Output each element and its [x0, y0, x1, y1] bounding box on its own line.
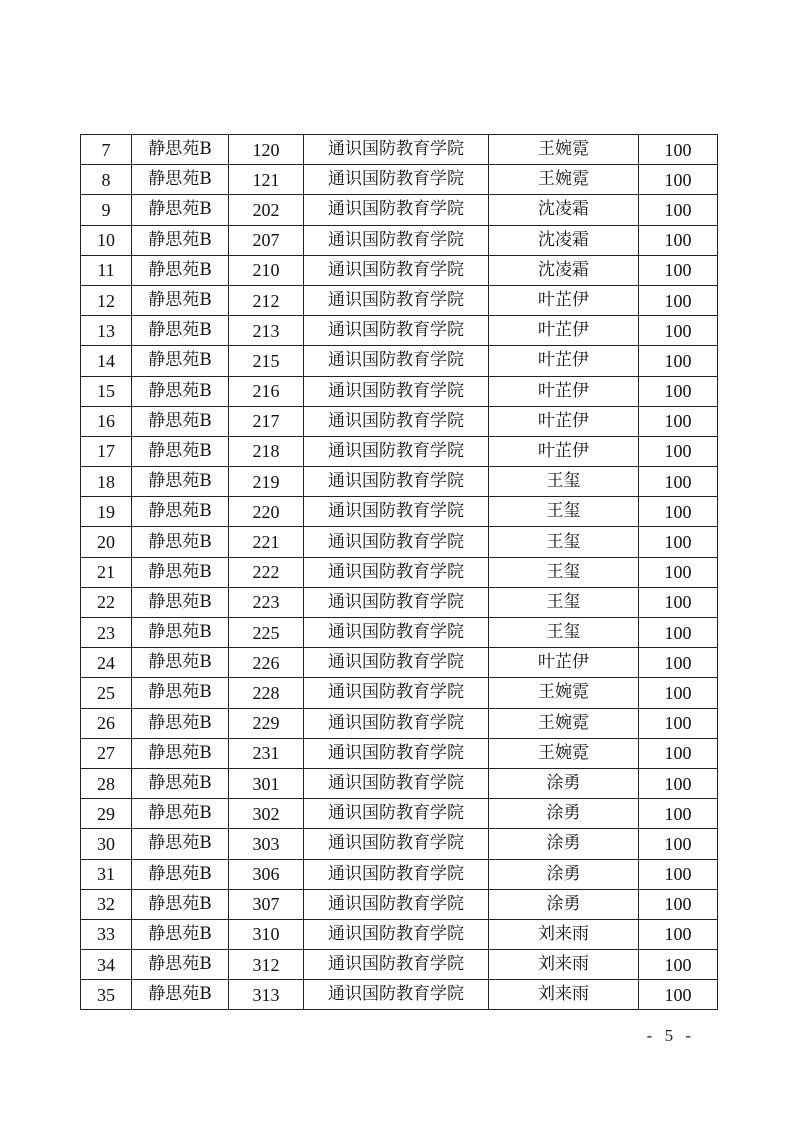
cell-building: 静思苑B — [132, 527, 229, 557]
cell-room: 231 — [229, 738, 304, 768]
table-row — [81, 980, 718, 1010]
table-row — [81, 738, 718, 768]
cell-index: 15 — [81, 376, 132, 406]
cell-index: 33 — [81, 919, 132, 949]
cell-college: 通识国防教育学院 — [304, 346, 489, 376]
cell-index: 26 — [81, 708, 132, 738]
cell-score: 100 — [639, 436, 718, 466]
table-row — [81, 497, 718, 527]
cell-room: 202 — [229, 195, 304, 225]
cell-index: 14 — [81, 346, 132, 376]
table-row — [81, 557, 718, 587]
cell-person: 涂勇 — [489, 829, 639, 859]
cell-room: 220 — [229, 497, 304, 527]
cell-college: 通识国防教育学院 — [304, 738, 489, 768]
cell-score: 100 — [639, 738, 718, 768]
cell-score: 100 — [639, 980, 718, 1010]
cell-college: 通识国防教育学院 — [304, 285, 489, 315]
cell-building: 静思苑B — [132, 678, 229, 708]
cell-score: 100 — [639, 587, 718, 617]
table-row — [81, 678, 718, 708]
cell-person: 王婉霓 — [489, 678, 639, 708]
cell-college: 通识国防教育学院 — [304, 919, 489, 949]
cell-person: 王婉霓 — [489, 738, 639, 768]
cell-score: 100 — [639, 678, 718, 708]
cell-college: 通识国防教育学院 — [304, 587, 489, 617]
cell-building: 静思苑B — [132, 950, 229, 980]
cell-person: 叶芷伊 — [489, 316, 639, 346]
table-row — [81, 889, 718, 919]
cell-index: 12 — [81, 285, 132, 315]
table-row — [81, 225, 718, 255]
cell-college: 通识国防教育学院 — [304, 316, 489, 346]
cell-index: 22 — [81, 587, 132, 617]
cell-college: 通识国防教育学院 — [304, 165, 489, 195]
cell-score: 100 — [639, 768, 718, 798]
cell-college: 通识国防教育学院 — [304, 497, 489, 527]
cell-room: 217 — [229, 406, 304, 436]
cell-score: 100 — [639, 467, 718, 497]
cell-person: 王婉霓 — [489, 165, 639, 195]
cell-building: 静思苑B — [132, 285, 229, 315]
cell-building: 静思苑B — [132, 919, 229, 949]
cell-person: 叶芷伊 — [489, 346, 639, 376]
cell-index: 13 — [81, 316, 132, 346]
cell-college: 通识国防教育学院 — [304, 859, 489, 889]
cell-room: 228 — [229, 678, 304, 708]
cell-person: 涂勇 — [489, 799, 639, 829]
cell-index: 23 — [81, 618, 132, 648]
cell-index: 16 — [81, 406, 132, 436]
cell-building: 静思苑B — [132, 135, 229, 165]
cell-building: 静思苑B — [132, 889, 229, 919]
cell-score: 100 — [639, 225, 718, 255]
cell-room: 216 — [229, 376, 304, 406]
table-row — [81, 950, 718, 980]
cell-person: 涂勇 — [489, 768, 639, 798]
cell-college: 通识国防教育学院 — [304, 799, 489, 829]
cell-score: 100 — [639, 285, 718, 315]
cell-score: 100 — [639, 376, 718, 406]
cell-building: 静思苑B — [132, 587, 229, 617]
cell-room: 121 — [229, 165, 304, 195]
cell-person: 王玺 — [489, 527, 639, 557]
cell-room: 302 — [229, 799, 304, 829]
cell-building: 静思苑B — [132, 165, 229, 195]
cell-college: 通识国防教育学院 — [304, 225, 489, 255]
table-row — [81, 285, 718, 315]
cell-building: 静思苑B — [132, 557, 229, 587]
cell-room: 221 — [229, 527, 304, 557]
cell-index: 11 — [81, 255, 132, 285]
table-row — [81, 618, 718, 648]
cell-college: 通识国防教育学院 — [304, 889, 489, 919]
table-row — [81, 587, 718, 617]
cell-building: 静思苑B — [132, 859, 229, 889]
cell-index: 28 — [81, 768, 132, 798]
cell-room: 218 — [229, 436, 304, 466]
cell-room: 212 — [229, 285, 304, 315]
cell-score: 100 — [639, 618, 718, 648]
cell-person: 王玺 — [489, 587, 639, 617]
cell-score: 100 — [639, 648, 718, 678]
cell-building: 静思苑B — [132, 225, 229, 255]
cell-score: 100 — [639, 195, 718, 225]
cell-score: 100 — [639, 829, 718, 859]
cell-building: 静思苑B — [132, 195, 229, 225]
cell-building: 静思苑B — [132, 316, 229, 346]
table-row — [81, 135, 718, 165]
cell-college: 通识国防教育学院 — [304, 708, 489, 738]
cell-index: 27 — [81, 738, 132, 768]
table-row — [81, 467, 718, 497]
table-row — [81, 316, 718, 346]
cell-index: 17 — [81, 436, 132, 466]
cell-college: 通识国防教育学院 — [304, 406, 489, 436]
cell-index: 8 — [81, 165, 132, 195]
table-row — [81, 768, 718, 798]
cell-index: 35 — [81, 980, 132, 1010]
cell-college: 通识国防教育学院 — [304, 618, 489, 648]
cell-index: 34 — [81, 950, 132, 980]
table-row — [81, 195, 718, 225]
table-row — [81, 436, 718, 466]
cell-room: 213 — [229, 316, 304, 346]
cell-person: 沈凌霜 — [489, 225, 639, 255]
cell-person: 刘来雨 — [489, 919, 639, 949]
cell-room: 229 — [229, 708, 304, 738]
cell-index: 30 — [81, 829, 132, 859]
cell-college: 通识国防教育学院 — [304, 829, 489, 859]
cell-building: 静思苑B — [132, 768, 229, 798]
page-number: - 5 - — [646, 1026, 695, 1045]
cell-college: 通识国防教育学院 — [304, 376, 489, 406]
cell-room: 303 — [229, 829, 304, 859]
cell-score: 100 — [639, 950, 718, 980]
table-row — [81, 255, 718, 285]
table-row — [81, 406, 718, 436]
table-row — [81, 376, 718, 406]
cell-score: 100 — [639, 346, 718, 376]
cell-building: 静思苑B — [132, 738, 229, 768]
table-row — [81, 527, 718, 557]
cell-index: 18 — [81, 467, 132, 497]
cell-person: 王玺 — [489, 497, 639, 527]
cell-person: 王玺 — [489, 467, 639, 497]
table-row — [81, 165, 718, 195]
cell-index: 21 — [81, 557, 132, 587]
cell-score: 100 — [639, 527, 718, 557]
cell-college: 通识国防教育学院 — [304, 436, 489, 466]
cell-person: 涂勇 — [489, 889, 639, 919]
cell-building: 静思苑B — [132, 648, 229, 678]
cell-college: 通识国防教育学院 — [304, 527, 489, 557]
cell-person: 刘来雨 — [489, 950, 639, 980]
cell-person: 叶芷伊 — [489, 376, 639, 406]
cell-index: 20 — [81, 527, 132, 557]
cell-person: 叶芷伊 — [489, 436, 639, 466]
cell-score: 100 — [639, 799, 718, 829]
cell-score: 100 — [639, 557, 718, 587]
table-row — [81, 859, 718, 889]
cell-college: 通识国防教育学院 — [304, 950, 489, 980]
table-row — [81, 829, 718, 859]
cell-person: 沈凌霜 — [489, 255, 639, 285]
cell-index: 24 — [81, 648, 132, 678]
cell-building: 静思苑B — [132, 436, 229, 466]
cell-room: 225 — [229, 618, 304, 648]
cell-college: 通识国防教育学院 — [304, 557, 489, 587]
cell-index: 25 — [81, 678, 132, 708]
cell-index: 19 — [81, 497, 132, 527]
table-row — [81, 648, 718, 678]
cell-index: 31 — [81, 859, 132, 889]
cell-room: 215 — [229, 346, 304, 376]
cell-person: 王玺 — [489, 618, 639, 648]
cell-building: 静思苑B — [132, 467, 229, 497]
cell-building: 静思苑B — [132, 708, 229, 738]
table-row — [81, 919, 718, 949]
table-row — [81, 708, 718, 738]
cell-room: 301 — [229, 768, 304, 798]
cell-building: 静思苑B — [132, 406, 229, 436]
table-body — [81, 135, 718, 1010]
cell-building: 静思苑B — [132, 980, 229, 1010]
cell-room: 223 — [229, 587, 304, 617]
cell-room: 313 — [229, 980, 304, 1010]
cell-index: 29 — [81, 799, 132, 829]
cell-room: 226 — [229, 648, 304, 678]
cell-score: 100 — [639, 497, 718, 527]
cell-college: 通识国防教育学院 — [304, 768, 489, 798]
table-row — [81, 799, 718, 829]
cell-person: 王婉霓 — [489, 135, 639, 165]
cell-score: 100 — [639, 859, 718, 889]
cell-score: 100 — [639, 919, 718, 949]
cell-room: 219 — [229, 467, 304, 497]
cell-score: 100 — [639, 406, 718, 436]
cell-room: 207 — [229, 225, 304, 255]
cell-score: 100 — [639, 316, 718, 346]
cell-college: 通识国防教育学院 — [304, 467, 489, 497]
cell-score: 100 — [639, 708, 718, 738]
cell-college: 通识国防教育学院 — [304, 980, 489, 1010]
cell-college: 通识国防教育学院 — [304, 255, 489, 285]
cell-room: 222 — [229, 557, 304, 587]
cell-building: 静思苑B — [132, 346, 229, 376]
cell-person: 叶芷伊 — [489, 406, 639, 436]
dormitory-score-table — [80, 134, 718, 1010]
cell-score: 100 — [639, 889, 718, 919]
cell-score: 100 — [639, 135, 718, 165]
cell-building: 静思苑B — [132, 799, 229, 829]
cell-room: 306 — [229, 859, 304, 889]
cell-college: 通识国防教育学院 — [304, 195, 489, 225]
cell-person: 王玺 — [489, 557, 639, 587]
cell-room: 312 — [229, 950, 304, 980]
cell-room: 210 — [229, 255, 304, 285]
cell-index: 32 — [81, 889, 132, 919]
cell-college: 通识国防教育学院 — [304, 678, 489, 708]
cell-person: 涂勇 — [489, 859, 639, 889]
table-row — [81, 346, 718, 376]
cell-person: 叶芷伊 — [489, 285, 639, 315]
cell-college: 通识国防教育学院 — [304, 648, 489, 678]
cell-score: 100 — [639, 255, 718, 285]
cell-room: 310 — [229, 919, 304, 949]
cell-room: 120 — [229, 135, 304, 165]
cell-building: 静思苑B — [132, 829, 229, 859]
cell-building: 静思苑B — [132, 255, 229, 285]
cell-room: 307 — [229, 889, 304, 919]
cell-person: 叶芷伊 — [489, 648, 639, 678]
cell-college: 通识国防教育学院 — [304, 135, 489, 165]
cell-person: 沈凌霜 — [489, 195, 639, 225]
cell-score: 100 — [639, 165, 718, 195]
cell-building: 静思苑B — [132, 376, 229, 406]
cell-index: 9 — [81, 195, 132, 225]
cell-person: 刘来雨 — [489, 980, 639, 1010]
cell-index: 10 — [81, 225, 132, 255]
cell-building: 静思苑B — [132, 497, 229, 527]
cell-person: 王婉霓 — [489, 708, 639, 738]
cell-index: 7 — [81, 135, 132, 165]
cell-building: 静思苑B — [132, 618, 229, 648]
